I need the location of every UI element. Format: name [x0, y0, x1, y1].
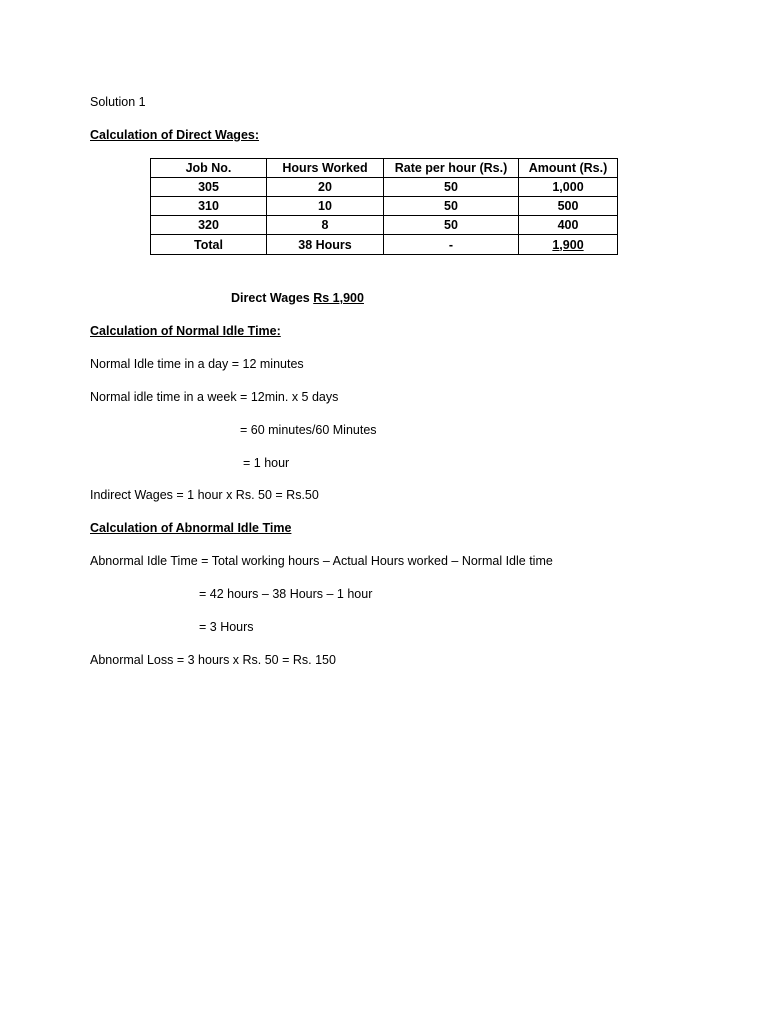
table-row	[151, 197, 618, 216]
direct-wages-summary	[231, 290, 364, 306]
table-cell: 50	[384, 197, 519, 216]
table-row	[151, 216, 618, 235]
direct-wages-value: Rs 1,900	[313, 291, 364, 305]
table-cell: 8	[267, 216, 384, 235]
normal-idle-section-title: Calculation of Normal Idle Time:	[90, 324, 281, 338]
direct-wages-label: Direct Wages	[231, 291, 310, 305]
table-header-row	[151, 159, 618, 178]
table-cell: 20	[267, 178, 384, 197]
abnormal-loss-line: Abnormal Loss = 3 hours x Rs. 50 = Rs. 150	[90, 653, 336, 667]
table-total-row	[151, 235, 618, 255]
table-cell: 310	[151, 197, 267, 216]
table-cell: 50	[384, 216, 519, 235]
table-cell: 500	[519, 197, 618, 216]
direct-wages-table	[150, 158, 618, 255]
normal-idle-day-line: Normal Idle time in a day = 12 minutes	[90, 357, 304, 371]
normal-idle-week-step-2: = 1 hour	[243, 456, 290, 470]
table-cell: 1,000	[519, 178, 618, 197]
table-cell: 10	[267, 197, 384, 216]
total-amount-value: 1,900	[552, 237, 584, 252]
table-cell: 50	[384, 178, 519, 197]
indirect-wages-line: Indirect Wages = 1 hour x Rs. 50 = Rs.50	[90, 488, 319, 502]
column-header-job-no: Job No.	[151, 159, 267, 178]
normal-idle-week-step-1: = 60 minutes/60 Minutes	[240, 423, 377, 437]
abnormal-idle-section-title: Calculation of Abnormal Idle Time	[90, 521, 292, 535]
total-label-cell: Total	[151, 235, 267, 255]
total-rate-cell: -	[384, 235, 519, 255]
total-amount-cell	[519, 235, 618, 255]
direct-wages-section-title: Calculation of Direct Wages:	[90, 128, 260, 142]
table-row	[151, 178, 618, 197]
column-header-amount: Amount (Rs.)	[519, 159, 618, 178]
table-cell: 305	[151, 178, 267, 197]
abnormal-idle-step-1: = 42 hours – 38 Hours – 1 hour	[199, 587, 373, 601]
normal-idle-week-line: Normal idle time in a week = 12min. x 5 days	[90, 390, 339, 404]
total-hours-cell: 38 Hours	[267, 235, 384, 255]
column-header-rate-per-hour: Rate per hour (Rs.)	[384, 159, 519, 178]
table-cell: 400	[519, 216, 618, 235]
table-cell: 320	[151, 216, 267, 235]
column-header-hours-worked: Hours Worked	[267, 159, 384, 178]
abnormal-idle-formula-line: Abnormal Idle Time = Total working hours – Actual Hours worked – Normal Idle time	[90, 554, 553, 568]
solution-heading: Solution 1	[90, 95, 146, 109]
abnormal-idle-step-2: = 3 Hours	[199, 620, 254, 634]
